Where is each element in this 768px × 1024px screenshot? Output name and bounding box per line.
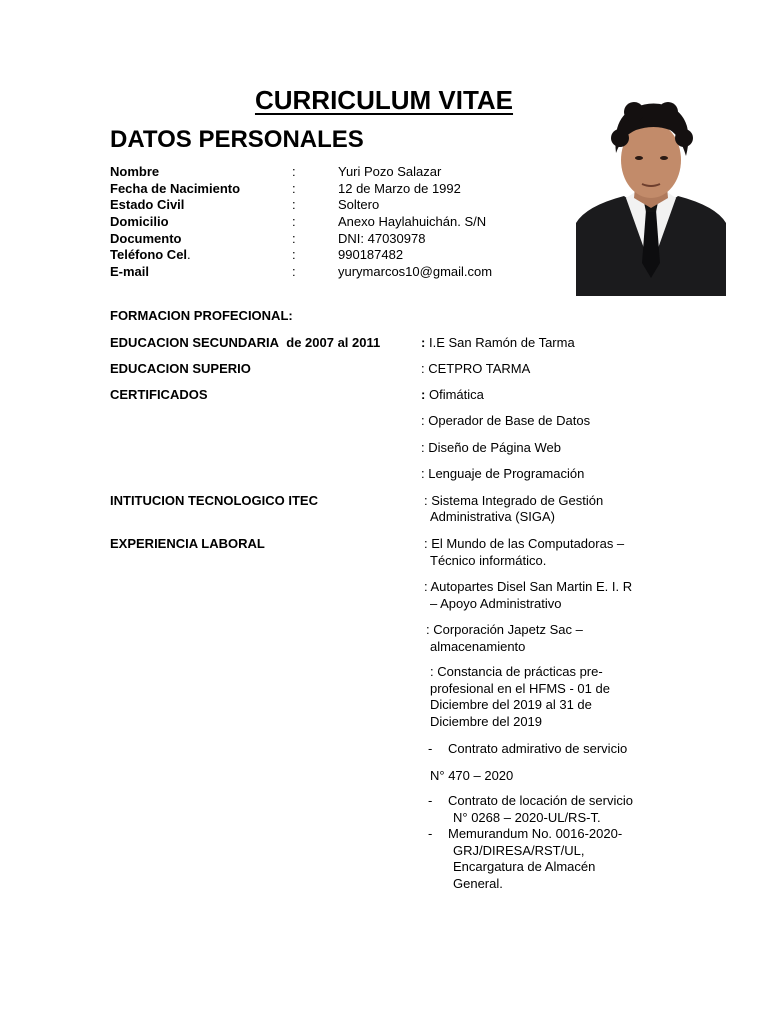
field-separator: : bbox=[292, 264, 296, 280]
field-value: Anexo Haylahuichán. S/N bbox=[338, 214, 487, 230]
field-separator: : bbox=[292, 230, 296, 246]
personal-row-address bbox=[110, 214, 570, 231]
institution-label: INTITUCION TECNOLOGICO ITEC bbox=[110, 493, 318, 508]
institution-value-line1: : Sistema Integrado de Gestión bbox=[424, 493, 604, 508]
field-label: Domicilio bbox=[110, 214, 169, 230]
field-label: Nombre bbox=[110, 164, 160, 179]
field-separator: : bbox=[292, 164, 296, 179]
personal-data-heading: DATOS PERSONALES bbox=[110, 126, 364, 153]
bullet-dash: - bbox=[428, 826, 433, 841]
contract-number: N° 470 – 2020 bbox=[430, 768, 514, 783]
personal-row-birthdate bbox=[110, 181, 570, 198]
bullet-dash: - bbox=[428, 793, 433, 808]
personal-row-email bbox=[110, 264, 570, 281]
field-value: Soltero bbox=[338, 197, 380, 213]
email-link[interactable]: yurymarcos10@gmail.com bbox=[338, 264, 493, 280]
work-experience-label: EXPERIENCIA LABORAL bbox=[110, 536, 265, 551]
personal-data-list bbox=[110, 164, 570, 281]
personal-row-document bbox=[110, 231, 570, 248]
field-value: 12 de Marzo de 1992 bbox=[338, 180, 461, 196]
bullet-dash: - bbox=[428, 741, 433, 756]
field-label: E-mail bbox=[110, 264, 150, 280]
superior-education-label: EDUCACION SUPERIO bbox=[110, 361, 251, 376]
certificate-item: : Operador de Base de Datos bbox=[421, 413, 591, 428]
experience-entry: : Constancia de prácticas pre- profesional en el HFMS - 01 de Diciembre del 2019 al 31 de Diciembre del 2019 bbox=[430, 664, 610, 729]
experience-entry: : El Mundo de las Computadoras – Técnico informático. bbox=[424, 536, 625, 568]
field-separator: : bbox=[292, 247, 296, 263]
memorandum-item: Memurandum No. 0016-2020- GRJ/DIRESA/RST/UL, Encargatura de Almacén General. bbox=[448, 826, 623, 891]
field-value: 990187482 bbox=[338, 247, 404, 263]
certificate-item: : Lenguaje de Programación bbox=[421, 466, 585, 481]
secondary-education-label: EDUCACION SECUNDARIA de 2007 al 2011 bbox=[110, 335, 381, 350]
personal-row-name bbox=[110, 164, 570, 181]
field-separator: : bbox=[292, 214, 296, 230]
portrait-photo bbox=[576, 98, 726, 296]
experience-entry: : Autopartes Disel San Martin E. I. R – Apoyo Administrativo bbox=[424, 579, 633, 611]
document-title: CURRICULUM VITAE bbox=[254, 85, 514, 115]
personal-row-phone bbox=[110, 247, 570, 264]
field-label: Estado Civil bbox=[110, 197, 185, 213]
field-label: Teléfono Cel. bbox=[110, 247, 191, 263]
superior-education-value: : CETPRO TARMA bbox=[421, 361, 531, 376]
field-value: DNI: 47030978 bbox=[338, 230, 426, 246]
certificate-item: : Ofimática bbox=[421, 387, 484, 402]
institution-value-line2: Administrativa (SIGA) bbox=[430, 509, 555, 524]
field-label: Fecha de Nacimiento bbox=[110, 180, 241, 196]
field-separator: : bbox=[292, 197, 296, 213]
field-value: Yuri Pozo Salazar bbox=[338, 164, 442, 179]
experience-entry: : Corporación Japetz Sac – almacenamiento bbox=[426, 622, 583, 654]
formation-heading: FORMACION PROFECIONAL: bbox=[110, 308, 293, 323]
field-label: Documento bbox=[110, 230, 182, 246]
certificates-label: CERTIFICADOS bbox=[110, 387, 208, 402]
field-separator: : bbox=[292, 180, 296, 196]
secondary-education-value: : I.E San Ramón de Tarma bbox=[421, 335, 575, 350]
personal-row-civil-status bbox=[110, 197, 570, 214]
certificate-item: : Diseño de Página Web bbox=[421, 440, 561, 455]
contract-item: Contrato de locación de servicio N° 0268 – 2020-UL/RS-T. bbox=[448, 793, 633, 825]
contract-item: Contrato admirativo de servicio bbox=[448, 741, 628, 756]
